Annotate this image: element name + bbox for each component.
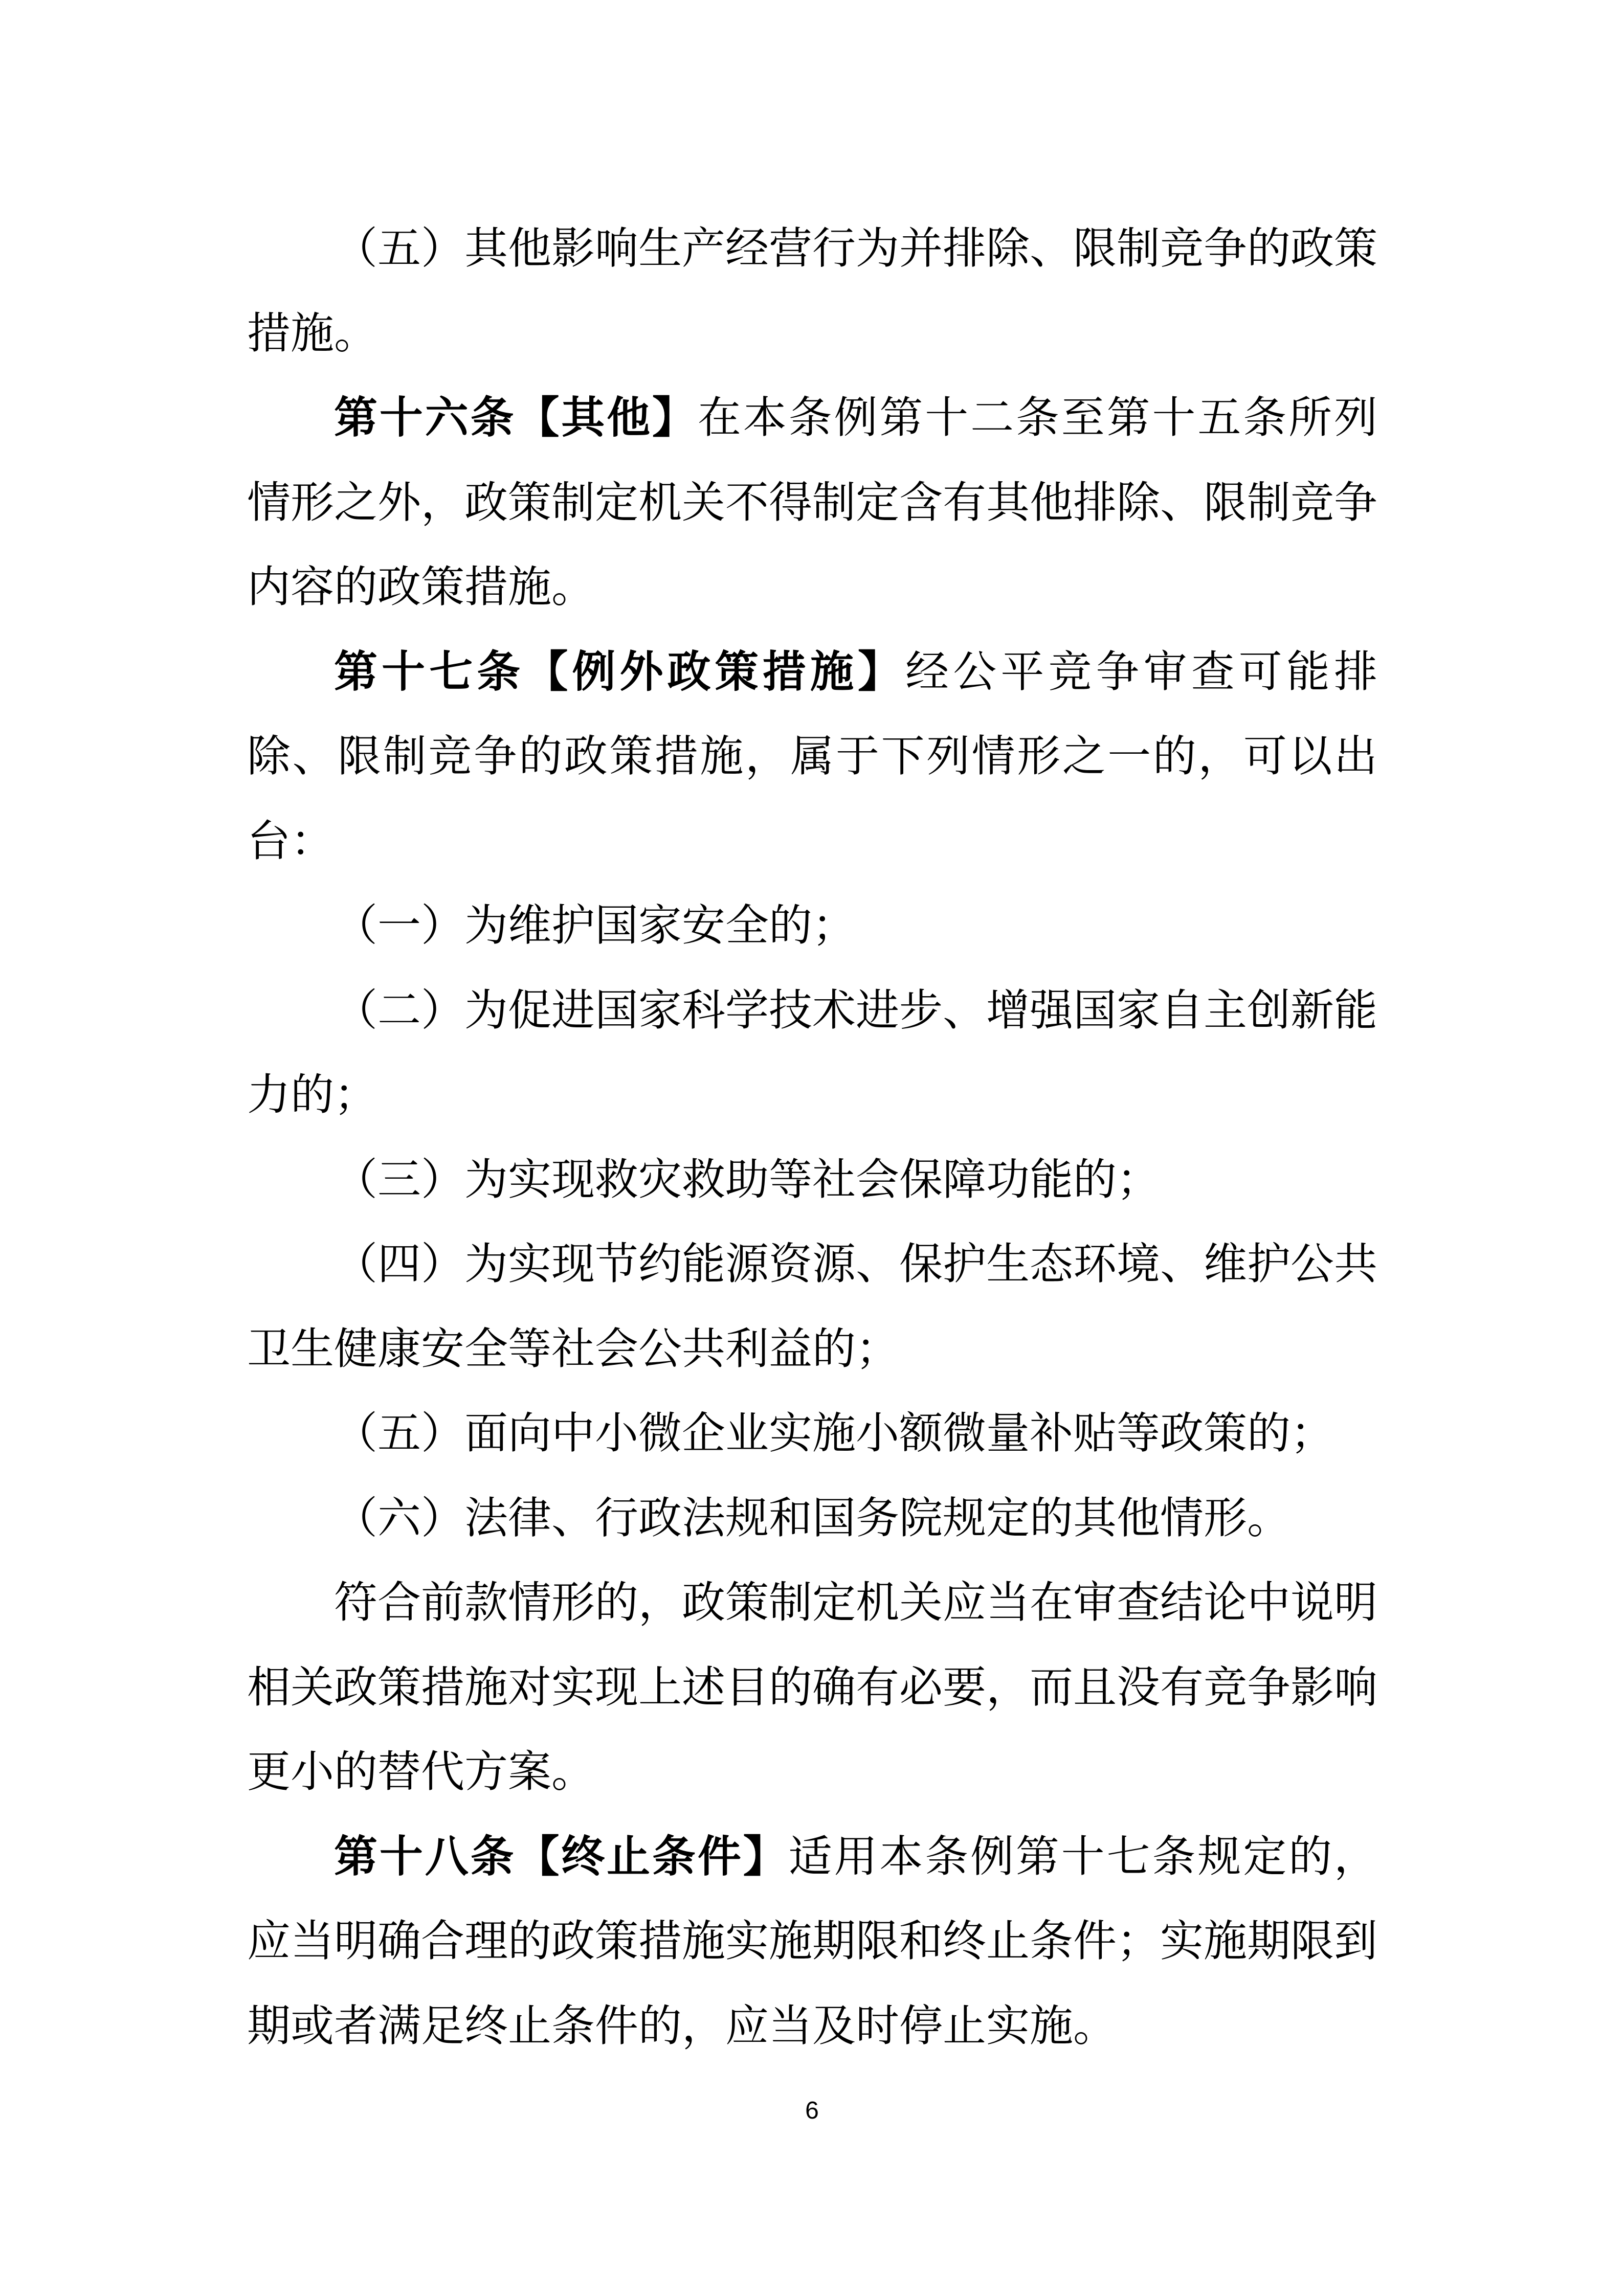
paragraph [247, 207, 1377, 376]
paragraph [247, 376, 1377, 631]
paragraph [247, 1392, 1377, 1477]
paragraph [247, 1815, 1377, 2069]
paragraph [247, 1561, 1377, 1815]
paragraph-text: 符合前款情形的，政策制定机关应当在审查结论中说明相关政策措施对实现上述目的确有必要，而且没有竞争影响更小的替代方案。 [247, 1579, 1378, 1796]
paragraph-text: 适用本条例第十七条规定的，应当明确合理的政策措施实施期限和终止条件；实施期限到期或者满足终止条件的，应当及时停止实施。 [247, 1833, 1378, 2051]
paragraph [247, 1477, 1377, 1562]
paragraph-text: （一）为维护国家安全的； [334, 902, 856, 950]
paragraph [247, 1138, 1377, 1223]
article-heading: 第十八条【终止条件】 [334, 1833, 789, 1881]
paragraph [247, 1223, 1377, 1392]
paragraph-text: 经公平竞争审查可能排除、限制竞争的政策措施，属于下列情形之一的，可以出台： [247, 648, 1377, 866]
paragraph-text: （五）面向中小微企业实施小额微量补贴等政策的； [334, 1410, 1334, 1458]
paragraph-text: （四）为实现节约能源资源、保护生态环境、维护公共卫生健康安全等社会公共利益的； [247, 1241, 1378, 1374]
paragraph [247, 631, 1377, 885]
page-number: 6 [805, 2097, 819, 2124]
paragraph-text: （六）法律、行政法规和国务院规定的其他情形。 [334, 1494, 1291, 1543]
article-heading: 第十七条【例外政策措施】 [334, 648, 906, 696]
paragraph [247, 969, 1377, 1138]
paragraph-text: （三）为实现救灾救助等社会保障功能的； [334, 1156, 1161, 1204]
document-body [247, 207, 1377, 2069]
paragraph [247, 884, 1377, 969]
paragraph-text: （五）其他影响生产经营行为并排除、限制竞争的政策措施。 [247, 225, 1378, 358]
paragraph-text: 在本条例第十二条至第十五条所列情形之外，政策制定机关不得制定含有其他排除、限制竞争内容的政策措施。 [247, 394, 1378, 612]
article-heading: 第十六条【其他】 [334, 394, 698, 442]
paragraph-text: （二）为促进国家科学技术进步、增强国家自主创新能力的； [247, 986, 1378, 1119]
